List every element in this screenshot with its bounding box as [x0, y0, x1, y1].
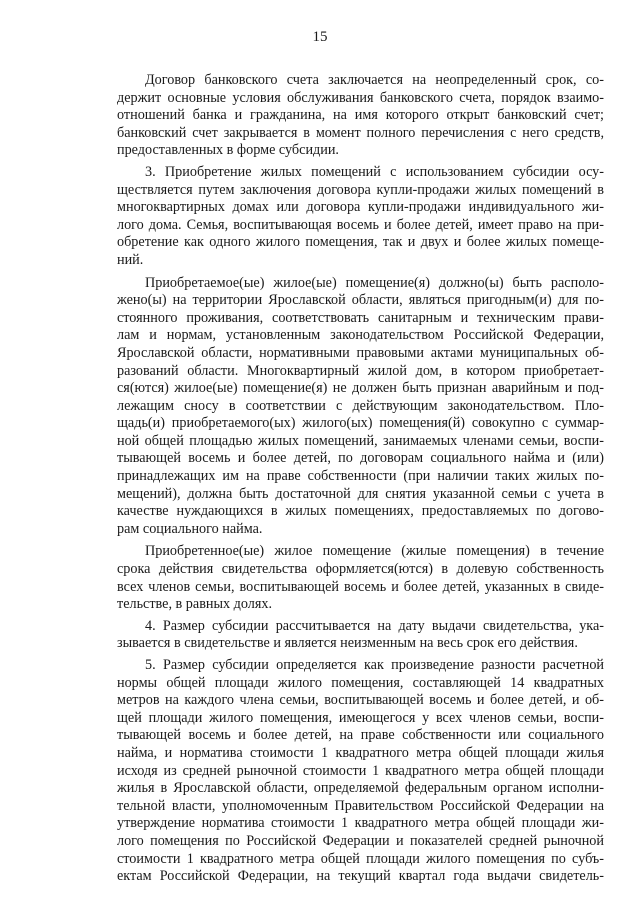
text-line: качестве нуждающихся в жилых помещениях, предоставляемых по догово- — [117, 503, 604, 520]
text-line: рам социального найма. — [117, 520, 263, 537]
text-line: мещений), должна быть достаточной для снятия указанной семьи с учета в — [117, 485, 604, 502]
text-line: многоквартирных домах или договора купли-продажи индивидуального жи- — [117, 199, 604, 216]
paragraph — [117, 618, 604, 653]
text-line: лежащим сносу в соответствии с действующим законодательством. Пло- — [117, 397, 604, 414]
text-line: тельной власти, уполномоченным Правительством Российской Федерации на — [117, 797, 604, 814]
document-body — [117, 72, 604, 886]
text-line: лого дома. Семья, воспитывающая восемь и более детей, имеет право на при- — [117, 216, 604, 233]
text-line: ектам Российской Федерации, на текущий квартал года выдачи свидетель- — [117, 868, 604, 885]
text-line: ний. — [117, 251, 144, 268]
text-line: щей площади жилого помещения, имеющегося у всех членов семьи, воспи- — [117, 709, 604, 726]
text-line: ной общей площадью жилых помещений, занимаемых членами семьи, воспи- — [117, 432, 604, 449]
text-line: предоставленных в форме субсидии. — [117, 142, 339, 159]
paragraph — [117, 72, 604, 160]
text-line: жилья в Ярославской области, определяемой федеральным органом исполни- — [117, 780, 604, 797]
text-line: ся(ются) жилое(ые) помещение(я) не должен быть признан аварийным и под- — [117, 380, 604, 397]
text-line: всех членов семьи, воспитывающей восемь и более детей, указанных в свиде- — [117, 578, 604, 595]
text-line: банковский счет закрывается в момент полного перечисления с него средств, — [117, 124, 604, 141]
text-line: лам и нормам, установленным законодательством Российской Федерации, — [117, 327, 604, 344]
text-line: держит основные условия обслуживания банковского счета, порядок взаимо- — [117, 89, 604, 106]
text-line: 3. Приобретение жилых помещений с использованием субсидии осу- — [145, 163, 604, 180]
text-line: найма, и норматива стоимости 1 квадратного метра общей площади жилья — [117, 744, 604, 761]
text-line: Приобретаемое(ые) жилое(ые) помещение(я) должно(ы) быть располо- — [145, 274, 604, 291]
text-line: тывающей восемь и более детей, по договорам социального найма и (или) — [117, 450, 604, 467]
paragraph — [117, 164, 604, 270]
text-line: метров на каждого члена семьи, воспитывающей восемь и более детей, и об- — [117, 692, 604, 709]
text-line: стоимости 1 квадратного метра общей площади жилого помещения по субъ- — [117, 850, 604, 867]
text-line: Приобретенное(ые) жилое помещение (жилые помещения) в течение — [145, 543, 604, 560]
text-line: утверждение норматива стоимости 1 квадратного метра общей площади жи- — [117, 815, 604, 832]
text-line: нормы общей площади жилого помещения, составляющей 14 квадратных — [117, 674, 604, 691]
text-line: тывающей восемь и более детей, на праве собственности или социального — [117, 727, 604, 744]
text-line: 5. Размер субсидии определяется как произведение разности расчетной — [145, 657, 604, 673]
text-line: обретение как одного жилого помещения, так и двух и более жилых помеще- — [117, 234, 604, 251]
text-line: Ярославской области, нормативными правовыми актами муниципальных об- — [117, 344, 604, 361]
text-line: отношений банка и гражданина, на имя которого открыт банковский счет; — [117, 107, 604, 124]
text-line: Договор банковского счета заключается на неопределенный срок, со- — [145, 72, 604, 88]
text-line: зывается в свидетельстве и является неизменным на весь срок его действия. — [117, 635, 578, 652]
paragraph — [117, 657, 604, 886]
text-line: срока действия свидетельства оформляется(ются) в долевую собственность — [117, 561, 604, 578]
text-line: 4. Размер субсидии рассчитывается на дату выдачи свидетельства, ука- — [145, 617, 604, 634]
paragraph — [117, 543, 604, 613]
text-line: щадь(и) приобретаемого(ых) жилого(ых) помещения(й) совокупно с суммар- — [117, 415, 604, 432]
text-line: принадлежащих им на праве собственности (при наличии таких жилых по- — [117, 468, 604, 485]
paragraph — [117, 275, 604, 539]
text-line: лого помещения по Российской Федерации и показателей средней рыночной — [117, 832, 604, 849]
text-line: исходя из средней рыночной стоимости 1 квадратного метра общей площади — [117, 762, 604, 779]
text-line: тельстве, в равных долях. — [117, 596, 273, 613]
text-line: разований области. Многоквартирный жилой дом, в котором приобретает- — [117, 362, 604, 379]
text-line: стоянного проживания, соответствовать санитарным и техническим прави- — [117, 309, 604, 326]
page-number: 15 — [312, 29, 328, 45]
text-line: ществляется путем заключения договора купли-продажи жилых помещений в — [117, 181, 604, 198]
text-line: жено(ы) на территории Ярославской области, являться пригодным(и) для по- — [117, 292, 604, 309]
